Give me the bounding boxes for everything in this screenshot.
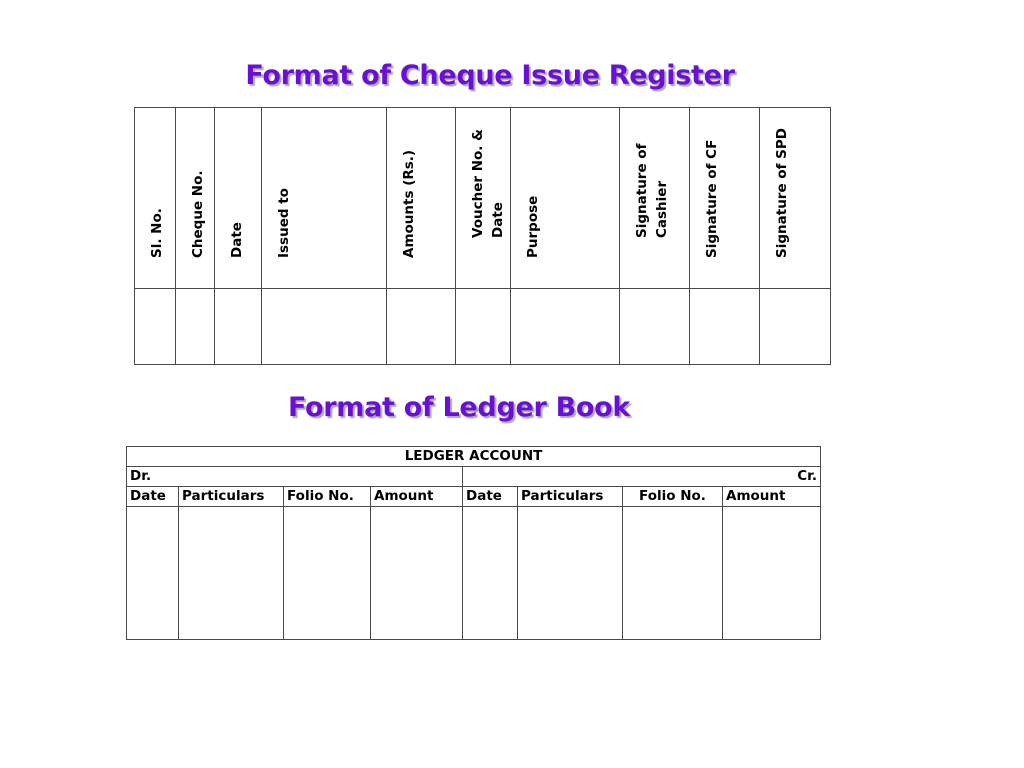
cell-sl-no bbox=[135, 289, 176, 365]
cell-signature-spd bbox=[760, 289, 831, 365]
ledger-caption: LEDGER ACCOUNT bbox=[127, 447, 821, 467]
column-header-purpose bbox=[511, 108, 620, 289]
cell-date bbox=[215, 289, 262, 365]
cell-amounts bbox=[387, 289, 456, 365]
header-row bbox=[135, 108, 831, 289]
header-label: Issued to bbox=[276, 188, 292, 258]
debit-label: Dr. bbox=[127, 467, 463, 487]
ledger-account-table bbox=[126, 446, 821, 640]
cell-voucher bbox=[456, 289, 511, 365]
column-header-signature-cf bbox=[690, 108, 760, 289]
header-label bbox=[468, 129, 508, 238]
column-header-cheque-no bbox=[176, 108, 215, 289]
cell-cheque-no bbox=[176, 289, 215, 365]
cell-purpose bbox=[511, 289, 620, 365]
cell-cr-date bbox=[463, 507, 518, 640]
table-row bbox=[127, 507, 821, 640]
cell-cr-particulars bbox=[518, 507, 623, 640]
cell-signature-cashier bbox=[620, 289, 690, 365]
cheque-issue-register-table bbox=[134, 107, 831, 365]
column-header-cr-date: Date bbox=[463, 487, 518, 507]
cell-cr-folio bbox=[623, 507, 723, 640]
dr-cr-row bbox=[127, 467, 821, 487]
header-label-line2: Cashier bbox=[654, 180, 670, 238]
cell-dr-folio bbox=[284, 507, 371, 640]
column-header-voucher-no-date bbox=[456, 108, 511, 289]
header-label: Date bbox=[229, 222, 245, 258]
header-label: Cheque No. bbox=[190, 170, 206, 258]
caption-row bbox=[127, 447, 821, 467]
column-header-signature-cashier bbox=[620, 108, 690, 289]
cell-signature-cf bbox=[690, 289, 760, 365]
header-row bbox=[127, 487, 821, 507]
cell-cr-amount bbox=[723, 507, 821, 640]
cell-dr-particulars bbox=[179, 507, 284, 640]
header-label: Purpose bbox=[525, 195, 541, 258]
column-header-sl-no bbox=[135, 108, 176, 289]
cheque-register-title: Format of Cheque Issue Register bbox=[245, 60, 735, 91]
cell-dr-amount bbox=[371, 507, 463, 640]
cell-dr-date bbox=[127, 507, 179, 640]
header-label-line2: Date bbox=[490, 202, 506, 238]
column-header-date bbox=[215, 108, 262, 289]
column-header-dr-particulars: Particulars bbox=[179, 487, 284, 507]
header-label: Amounts (Rs.) bbox=[401, 149, 417, 258]
header-label-line1: Signature of bbox=[634, 143, 650, 238]
column-header-cr-folio: Folio No. bbox=[623, 487, 723, 507]
column-header-cr-particulars: Particulars bbox=[518, 487, 623, 507]
column-header-dr-folio: Folio No. bbox=[284, 487, 371, 507]
cell-issued-to bbox=[262, 289, 387, 365]
header-label: Signature of CF bbox=[704, 139, 720, 258]
header-label: Signature of SPD bbox=[774, 128, 790, 258]
header-label bbox=[632, 144, 672, 238]
column-header-cr-amount: Amount bbox=[723, 487, 821, 507]
column-header-dr-amount: Amount bbox=[371, 487, 463, 507]
column-header-signature-spd bbox=[760, 108, 831, 289]
credit-label: Cr. bbox=[463, 467, 821, 487]
ledger-book-title: Format of Ledger Book bbox=[287, 392, 631, 423]
header-label-line1: Voucher No. & bbox=[470, 129, 486, 238]
column-header-amounts bbox=[387, 108, 456, 289]
column-header-dr-date: Date bbox=[127, 487, 179, 507]
column-header-issued-to bbox=[262, 108, 387, 289]
header-label: Sl. No. bbox=[149, 208, 165, 258]
table-row bbox=[135, 289, 831, 365]
